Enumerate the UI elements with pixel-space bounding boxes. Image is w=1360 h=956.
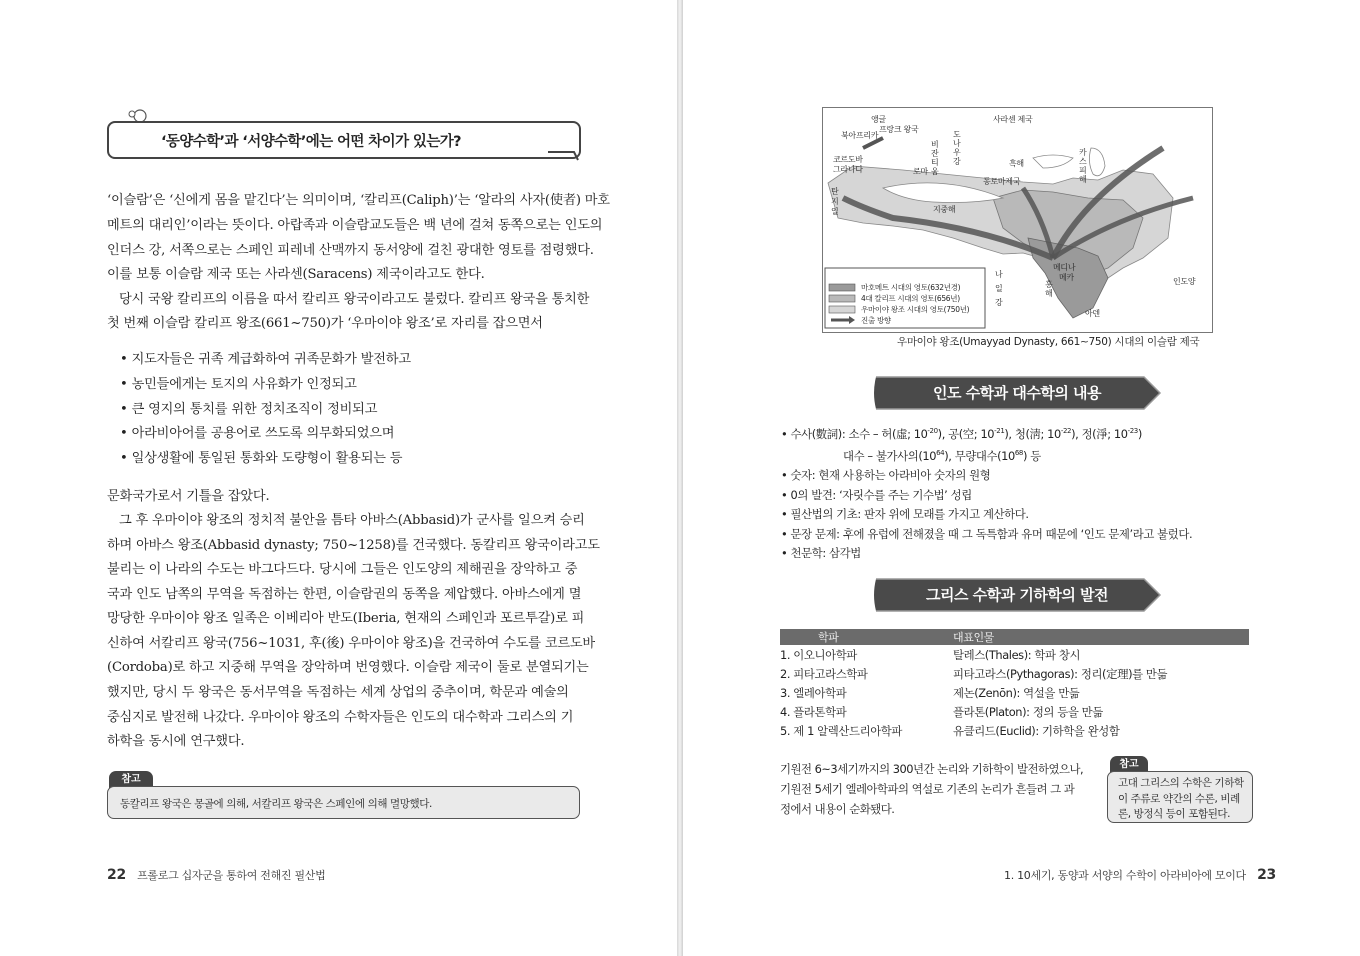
text-line: 정에서 내용이 순화됐다. bbox=[780, 801, 895, 816]
map-label: 앵글 bbox=[871, 115, 886, 124]
book-gutter bbox=[677, 0, 683, 956]
map-label: 흑해 bbox=[1009, 159, 1024, 168]
ribbon-title: 그리스 수학과 기하학의 발전 bbox=[925, 586, 1109, 604]
text-line: ‘이슬람’은 ‘신에게 몸을 맡긴다’는 의미이며, ‘칼리프(Caliph)’는 ‘알라의 사자(使者) 마호 bbox=[107, 193, 610, 208]
table-cell: 3. 엘레아학파 bbox=[780, 685, 847, 700]
table-cell: 4. 플라톤학파 bbox=[780, 705, 847, 720]
map-label: 프랑크 왕국 bbox=[879, 125, 919, 134]
note-tab: 참고 bbox=[1110, 756, 1148, 773]
table-cell: 유클리드(Euclid): 기하학을 완성함 bbox=[953, 724, 1120, 739]
text-line: 기원전 6~3세기까지의 300년간 논리와 기하학이 발전하였으나, bbox=[780, 762, 1084, 776]
list-item: • 숫자: 현재 사용하는 아라비아 숫자의 원형 bbox=[781, 466, 1192, 485]
list-item: • 필산법의 기초: 판자 위에 모래를 가지고 계산하다. bbox=[781, 505, 1192, 524]
page-footer bbox=[1004, 867, 1276, 883]
ribbon-title: 인도 수학과 대수학의 내용 bbox=[932, 384, 1102, 402]
map-label: 비잔티움 bbox=[931, 140, 939, 176]
table-cell: 제논(Zenōn): 역설을 만듦 bbox=[953, 685, 1080, 700]
table-header-row bbox=[780, 629, 1249, 645]
list-item-continuation: 대수 – 불가사의$(10^{64})$, 무량대수$(10^{68})$ 등 bbox=[843, 449, 1041, 463]
indian-math-list bbox=[781, 422, 1192, 563]
list-item: • 문장 문제: 후에 유럽에 전해졌을 때 그 독특함과 유머 때문에 ‘인도 문제’라고 불렀다. bbox=[781, 525, 1192, 544]
map-caption: 우마이야 왕조(Umayyad Dynasty, 661∼750) 시대의 이슬람 제국 bbox=[897, 336, 1200, 348]
legend-entry: 진출 방향 bbox=[861, 316, 891, 325]
text-line: (Cordoba)로 하고 지중해 무역을 장악하며 번영했다. 이슬람 제국이 둘로 분열되기는 bbox=[107, 660, 589, 675]
section-ribbon bbox=[872, 375, 1162, 411]
table-cell: 플라톤(Platon): 정의 등을 만듦 bbox=[953, 705, 1103, 720]
legend-entry: 마호메트 시대의 영토(632년경) bbox=[861, 283, 961, 292]
table-cell: 탈레스(Thales): 학파 창시 bbox=[953, 647, 1081, 662]
table-cell: 2. 피타고라스학파 bbox=[780, 666, 868, 681]
map-label: 나일강 bbox=[995, 270, 1003, 307]
map-label: 인도양 bbox=[1173, 277, 1196, 286]
list-item: • 농민들에게는 토지의 사유화가 인정되고 bbox=[120, 373, 411, 398]
text-line: 하며 아바스 왕조(Abbasid dynasty; 750~1258)를 건국했다. 동칼리프 왕국이라고도 bbox=[107, 538, 600, 553]
legend-entry: 4대 칼리프 시대의 영토(656년) bbox=[861, 294, 960, 303]
list-item: • 일상생활에 통일된 통화와 도량형이 활용되는 등 bbox=[120, 447, 411, 472]
list-item: • 0의 발견: ‘자릿수를 주는 기수법’ 성립 bbox=[781, 486, 1192, 505]
note-box bbox=[107, 786, 580, 819]
footer-text: 1. 10세기, 동양과 서양의 수학이 아라비아에 모이다 bbox=[1004, 869, 1246, 882]
map-label: 홍해 bbox=[1045, 280, 1053, 298]
map-label: 아덴 bbox=[1085, 309, 1100, 318]
section-title-box bbox=[107, 121, 581, 159]
note-tab: 참고 bbox=[109, 771, 153, 788]
text-line: 국과 인도 남쪽의 무역을 독점하는 한편, 이슬람권의 동쪽을 제압했다. 아바스에게 멸 bbox=[107, 587, 582, 602]
note-text: 고대 그리스의 수학은 기하학이 주류로 약간의 수론, 비례론, 방정식 등이 포함된다. bbox=[1118, 777, 1244, 820]
text-line: 이를 보통 이슬람 제국 또는 사라센(Saracens) 제국이라고도 한다. bbox=[107, 267, 485, 282]
list-item: • 천문학: 삼각법 bbox=[781, 544, 1192, 563]
left-page bbox=[0, 0, 677, 956]
map-label: 메디나 bbox=[1053, 263, 1076, 272]
title-box-tail bbox=[548, 150, 580, 162]
table-row bbox=[780, 645, 1249, 664]
text-line: 망당한 우마이야 왕조 일족은 이베리아 반도(Iberia, 현재의 스페인과 포르투갈)로 피 bbox=[107, 611, 585, 626]
map-label: 지 bbox=[831, 197, 839, 206]
table-cell: 5. 제 1 알렉산드리아학파 bbox=[780, 724, 903, 739]
page-number: 23 bbox=[1257, 867, 1276, 883]
list-item: • 지도자들은 귀족 계급화하여 귀족문화가 발전하고 bbox=[120, 348, 411, 373]
text-line: 중심지로 발전해 나갔다. 우마이야 왕조의 수학자들은 인도의 대수학과 그리스의 기 bbox=[107, 710, 574, 725]
map-label: 코르도바 bbox=[833, 155, 863, 164]
list-item: • 아라비아어를 공용어로 쓰도록 의무화되었으며 bbox=[120, 422, 411, 447]
section-ribbon bbox=[872, 577, 1162, 613]
islamic-empire-map bbox=[822, 107, 1213, 333]
footer-text: 프롤로그 십자군을 통하여 전해진 필산법 bbox=[137, 869, 326, 882]
text-line: 당시 국왕 칼리프의 이름을 따서 칼리프 왕국이라고도 불렀다. 칼리프 왕국을 통치한 bbox=[107, 292, 590, 307]
greek-paragraph bbox=[780, 760, 1083, 819]
column-header: 대표인물 bbox=[953, 629, 1249, 645]
text-line: 신하여 서칼리프 왕국(756~1031, 후(後) 우마이야 왕조)을 건국하여 수도를 코르도바 bbox=[107, 636, 595, 651]
legend-entry: 우마이야 왕조 시대의 영토(750년) bbox=[861, 305, 970, 314]
table-row bbox=[780, 722, 1249, 741]
map-label: 탄 bbox=[831, 187, 839, 196]
table-cell: 1. 이오니아학파 bbox=[780, 647, 857, 662]
text-line: 메트의 대리인’이라는 뜻이다. 아랍족과 이슬람교도들은 백 년에 걸쳐 동쪽으로는 인도의 bbox=[107, 218, 603, 233]
page-number: 22 bbox=[107, 867, 126, 883]
column-header: 학파 bbox=[780, 629, 953, 645]
text-line: 기원전 5세기 엘레아학파의 역설로 기존의 논리가 흔들려 그 과 bbox=[780, 781, 1075, 796]
text-line: 인더스 강, 서쪽으로는 스페인 피레네 산맥까지 동서양에 걸친 광대한 영토를 점령했다. bbox=[107, 243, 594, 258]
text-line: 첫 번째 이슬람 칼리프 왕조(661~750)가 ‘우마이야 왕조’로 자리를 잡으면서 bbox=[107, 316, 543, 331]
note-text: 동칼리프 왕국은 몽골에 의해, 서칼리프 왕국은 스페인에 의해 멸망했다. bbox=[120, 798, 432, 810]
bullet-list bbox=[120, 348, 411, 472]
text-line: 했지만, 당시 두 왕국은 동서무역을 독점하는 세계 상업의 중추이며, 학문과 예술의 bbox=[107, 685, 569, 700]
map-label: 북아프리카 bbox=[841, 131, 879, 140]
map-label: 동로마제국 bbox=[983, 177, 1021, 186]
map-label: 메카 bbox=[1059, 273, 1074, 282]
list-item: • 수사(數詞): 소수 – 허(虛; $10^{-20}$), 공(空; $10^{-21}$), 청(淸; $10^{-22}$), 정(淨; $10^{-23}$) bbox=[781, 422, 1192, 444]
map-label: 카스피해 bbox=[1079, 148, 1087, 184]
list-item: • 큰 영지의 통치를 위한 정치조직이 정비되고 bbox=[120, 398, 411, 423]
map-label: 그라나다 bbox=[833, 165, 863, 174]
map-label: 일 bbox=[831, 207, 839, 216]
map-label: 지중해 bbox=[933, 205, 956, 214]
map-label: 도나우강 bbox=[953, 130, 961, 166]
note-box bbox=[1107, 771, 1253, 823]
section-title: ‘동양수학’과 ‘서양수학’에는 어떤 차이가 있는가? bbox=[161, 134, 461, 150]
table-row bbox=[780, 664, 1249, 683]
text-line: 불리는 이 나라의 수도는 바그다드다. 당시에 그들은 인도양의 제해권을 장악하고 중 bbox=[107, 562, 578, 577]
table-row bbox=[780, 703, 1249, 722]
text-line: 문화국가로서 기틀을 잡았다. bbox=[107, 489, 270, 504]
table-row bbox=[780, 683, 1249, 702]
map-labels bbox=[823, 108, 1212, 332]
greek-schools-table bbox=[780, 629, 1249, 741]
map-label: 사라센 제국 bbox=[993, 115, 1033, 124]
table-cell: 피타고라스(Pythagoras): 정리(定理)를 만듦 bbox=[953, 666, 1168, 681]
map-label: 로마 bbox=[913, 167, 928, 176]
text-line: 그 후 우마이야 왕조의 정치적 불안을 틈타 아바스(Abbasid)가 군사를 일으켜 승리 bbox=[107, 513, 585, 528]
text-line: 하학을 동시에 연구했다. bbox=[107, 734, 245, 749]
page-footer bbox=[107, 867, 325, 883]
